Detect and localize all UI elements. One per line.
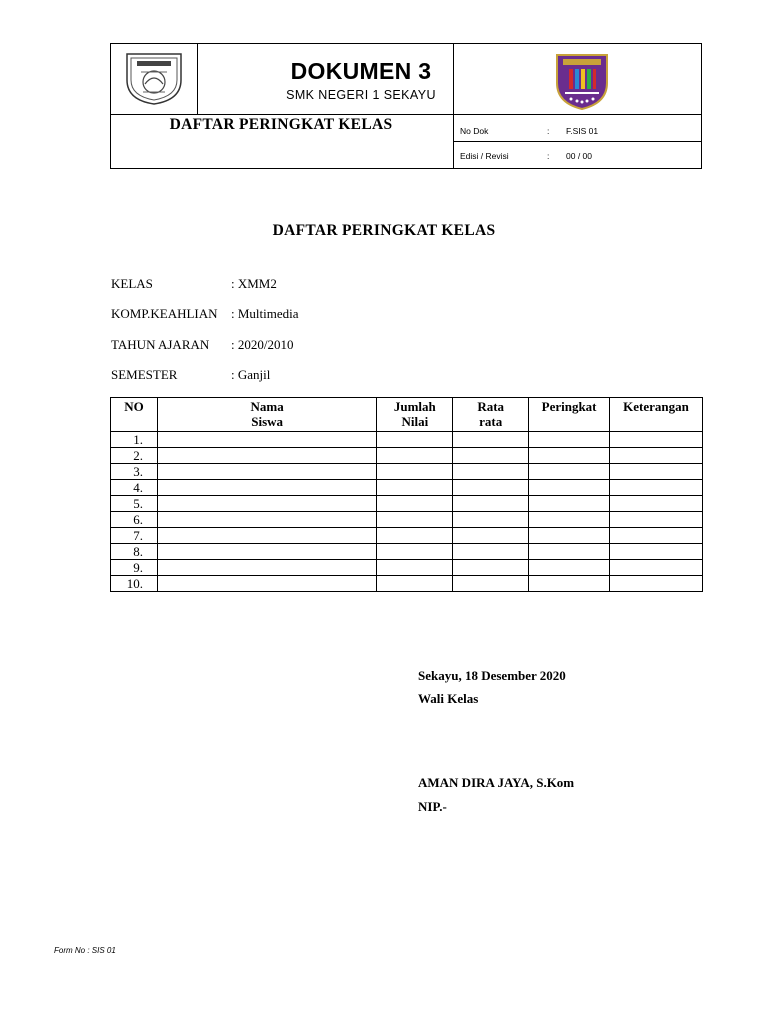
ranking-table — [110, 397, 703, 592]
header-divider — [453, 141, 702, 142]
keterangan-cell[interactable] — [610, 512, 703, 528]
kelas-value: : XMM2 — [231, 276, 277, 291]
peringkat-cell[interactable] — [529, 496, 610, 512]
table-row — [111, 464, 703, 480]
row-number: 5. — [111, 496, 158, 512]
rata-cell[interactable] — [453, 544, 529, 560]
jumlah-cell[interactable] — [377, 448, 453, 464]
peringkat-cell[interactable] — [529, 544, 610, 560]
table-row — [111, 512, 703, 528]
nama-cell[interactable] — [157, 464, 376, 480]
table-row — [111, 432, 703, 448]
document-title: DOKUMEN 3 — [290, 58, 432, 84]
komp-keahlian-value: : Multimedia — [231, 306, 299, 321]
nama-cell[interactable] — [157, 480, 376, 496]
jumlah-cell[interactable] — [377, 560, 453, 576]
row-number: 3. — [111, 464, 158, 480]
keterangan-cell[interactable] — [610, 576, 703, 592]
kelas-label: KELAS — [111, 276, 153, 291]
tahun-ajaran-value: : 2020/2010 — [231, 337, 294, 352]
row-number: 6. — [111, 512, 158, 528]
no-dok-separator: : — [547, 126, 550, 136]
rata-cell[interactable] — [453, 480, 529, 496]
form-number: Form No : SIS 01 — [54, 946, 116, 955]
signer-role: Wali Kelas — [418, 691, 479, 706]
column-header-no: NO — [111, 398, 158, 432]
table-row — [111, 576, 703, 592]
page-title: DAFTAR PERINGKAT KELAS — [272, 222, 496, 239]
table-row — [111, 496, 703, 512]
edisi-separator: : — [547, 151, 550, 161]
nama-cell[interactable] — [157, 528, 376, 544]
row-number: 10. — [111, 576, 158, 592]
rata-cell[interactable] — [453, 560, 529, 576]
nama-cell[interactable] — [157, 576, 376, 592]
peringkat-cell[interactable] — [529, 448, 610, 464]
semester-label: SEMESTER — [111, 367, 178, 382]
rata-cell[interactable] — [453, 464, 529, 480]
keterangan-cell[interactable] — [610, 496, 703, 512]
jumlah-cell[interactable] — [377, 512, 453, 528]
jumlah-cell[interactable] — [377, 480, 453, 496]
column-header-keterangan: Keterangan — [610, 398, 703, 432]
jumlah-cell[interactable] — [377, 544, 453, 560]
regional-emblem-logo — [123, 50, 185, 106]
header-divider — [111, 114, 702, 115]
row-number: 1. — [111, 432, 158, 448]
row-number: 4. — [111, 480, 158, 496]
school-emblem-logo — [551, 49, 613, 111]
place-date: Sekayu, 18 Desember 2020 — [418, 668, 566, 683]
peringkat-cell[interactable] — [529, 480, 610, 496]
row-number: 2. — [111, 448, 158, 464]
jumlah-cell[interactable] — [377, 576, 453, 592]
column-header-jumlah-nilai: Jumlah Nilai — [377, 398, 453, 432]
table-header-row — [111, 398, 703, 432]
header-divider — [197, 44, 198, 115]
column-header-peringkat: Peringkat — [529, 398, 610, 432]
signer-nip: NIP.- — [418, 799, 447, 814]
peringkat-cell[interactable] — [529, 576, 610, 592]
no-dok-value: F.SIS 01 — [566, 126, 599, 136]
semester-value: : Ganjil — [231, 367, 271, 382]
komp-keahlian-label: KOMP.KEAHLIAN — [111, 306, 218, 321]
keterangan-cell[interactable] — [610, 560, 703, 576]
peringkat-cell[interactable] — [529, 560, 610, 576]
row-number: 8. — [111, 544, 158, 560]
keterangan-cell[interactable] — [610, 432, 703, 448]
no-dok-label: No Dok — [460, 126, 489, 136]
row-number: 7. — [111, 528, 158, 544]
nama-cell[interactable] — [157, 432, 376, 448]
column-header-nama-siswa: Nama Siswa — [157, 398, 376, 432]
signer-name: AMAN DIRA JAYA, S.Kom — [418, 775, 575, 790]
peringkat-cell[interactable] — [529, 512, 610, 528]
column-header-rata-rata: Rata rata — [453, 398, 529, 432]
peringkat-cell[interactable] — [529, 464, 610, 480]
jumlah-cell[interactable] — [377, 432, 453, 448]
school-name: SMK NEGERI 1 SEKAYU — [286, 88, 436, 102]
nama-cell[interactable] — [157, 448, 376, 464]
table-row — [111, 560, 703, 576]
keterangan-cell[interactable] — [610, 528, 703, 544]
peringkat-cell[interactable] — [529, 528, 610, 544]
keterangan-cell[interactable] — [610, 480, 703, 496]
rata-cell[interactable] — [453, 512, 529, 528]
jumlah-cell[interactable] — [377, 496, 453, 512]
edisi-label: Edisi / Revisi — [460, 151, 509, 161]
nama-cell[interactable] — [157, 560, 376, 576]
table-row — [111, 480, 703, 496]
rata-cell[interactable] — [453, 448, 529, 464]
table-row — [111, 448, 703, 464]
nama-cell[interactable] — [157, 496, 376, 512]
rata-cell[interactable] — [453, 528, 529, 544]
rata-cell[interactable] — [453, 496, 529, 512]
table-row — [111, 544, 703, 560]
document-name: DAFTAR PERINGKAT KELAS — [169, 116, 393, 133]
row-number: 9. — [111, 560, 158, 576]
peringkat-cell[interactable] — [529, 432, 610, 448]
keterangan-cell[interactable] — [610, 464, 703, 480]
rata-cell[interactable] — [453, 432, 529, 448]
rata-cell[interactable] — [453, 576, 529, 592]
table-row — [111, 528, 703, 544]
keterangan-cell[interactable] — [610, 544, 703, 560]
jumlah-cell[interactable] — [377, 464, 453, 480]
jumlah-cell[interactable] — [377, 528, 453, 544]
document-header — [110, 43, 702, 169]
tahun-ajaran-label: TAHUN AJARAN — [111, 337, 210, 352]
keterangan-cell[interactable] — [610, 448, 703, 464]
nama-cell[interactable] — [157, 512, 376, 528]
edisi-value: 00 / 00 — [566, 151, 592, 161]
nama-cell[interactable] — [157, 544, 376, 560]
